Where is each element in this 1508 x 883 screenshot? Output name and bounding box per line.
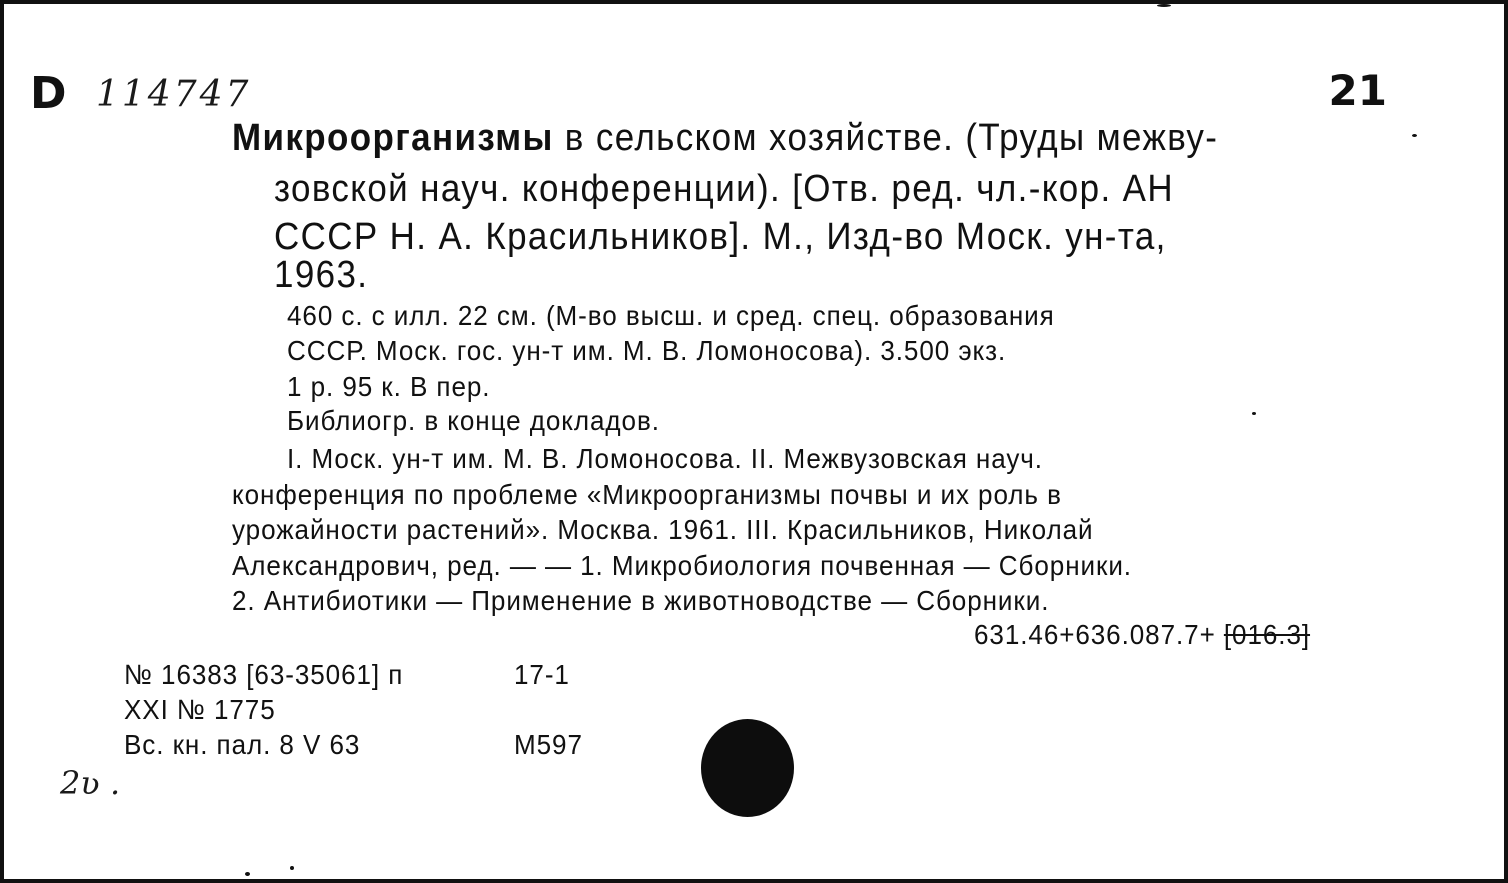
accession-line-1: № 16383 [63-35061] п — [124, 659, 404, 690]
accession-line-3: Вс. кн. пал. 8 V 63 — [124, 729, 361, 760]
handwritten-mark: 2ʋ . — [60, 764, 121, 802]
description-line-1: 460 с. с илл. 22 см. (М-во высш. и сред. спец. образования — [287, 300, 1055, 331]
subject-line-5: 2. Антибиотики — Применение в животноводстве — Сборники. — [232, 585, 1050, 616]
handwritten-prefix: D — [30, 68, 67, 119]
bibliography-note: Библиогр. в конце докладов. — [287, 405, 660, 436]
title-line-2: зовской науч. конференции). [Отв. ред. чл.-кор. АН — [274, 168, 1174, 210]
classification-main: 631.46+636.087.7+ — [974, 619, 1224, 650]
subject-line-2: конференция по проблеме «Микроорганизмы почвы и их роль в — [232, 479, 1062, 510]
accession-code-1: 17-1 — [514, 659, 570, 690]
description-line-2: СССР. Моск. гос. ун-т им. М. В. Ломоносова). 3.500 экз. — [287, 335, 1007, 366]
subject-line-1: I. Моск. ун-т им. М. В. Ломоносова. II. Межвузовская науч. — [287, 443, 1043, 474]
title-line-1 — [232, 117, 1218, 160]
title-line-4: 1963. — [274, 254, 369, 296]
accession-line-2: XXI № 1775 — [124, 694, 276, 725]
subject-line-4: Александрович, ред. — — 1. Микробиология почвенная — Сборники. — [232, 550, 1132, 581]
accession-code-3: М597 — [514, 729, 583, 760]
classification-struck: [016.3] — [1223, 619, 1311, 650]
ink-speck — [1157, 4, 1171, 7]
punch-hole — [701, 719, 794, 817]
description-line-3: 1 р. 95 к. В пер. — [287, 371, 491, 402]
ink-speck — [1252, 412, 1256, 415]
ink-speck — [1412, 134, 1417, 137]
subject-line-3: урожайности растений». Москва. 1961. III. Красильников, Николай — [232, 514, 1094, 545]
title-line-3: СССР Н. А. Красильников]. М., Изд-во Моск. ун-та, — [274, 216, 1167, 258]
classification-code — [974, 619, 1310, 651]
title-line-1-rest: в сельском хозяйстве. (Труды межву- — [553, 117, 1219, 159]
handwritten-inventory-number: 114747 — [96, 74, 252, 115]
title-bold-word: Микроорганизмы — [232, 117, 554, 159]
page-number: 21 — [1328, 66, 1387, 115]
ink-speck — [245, 872, 250, 876]
ink-speck — [290, 866, 294, 870]
